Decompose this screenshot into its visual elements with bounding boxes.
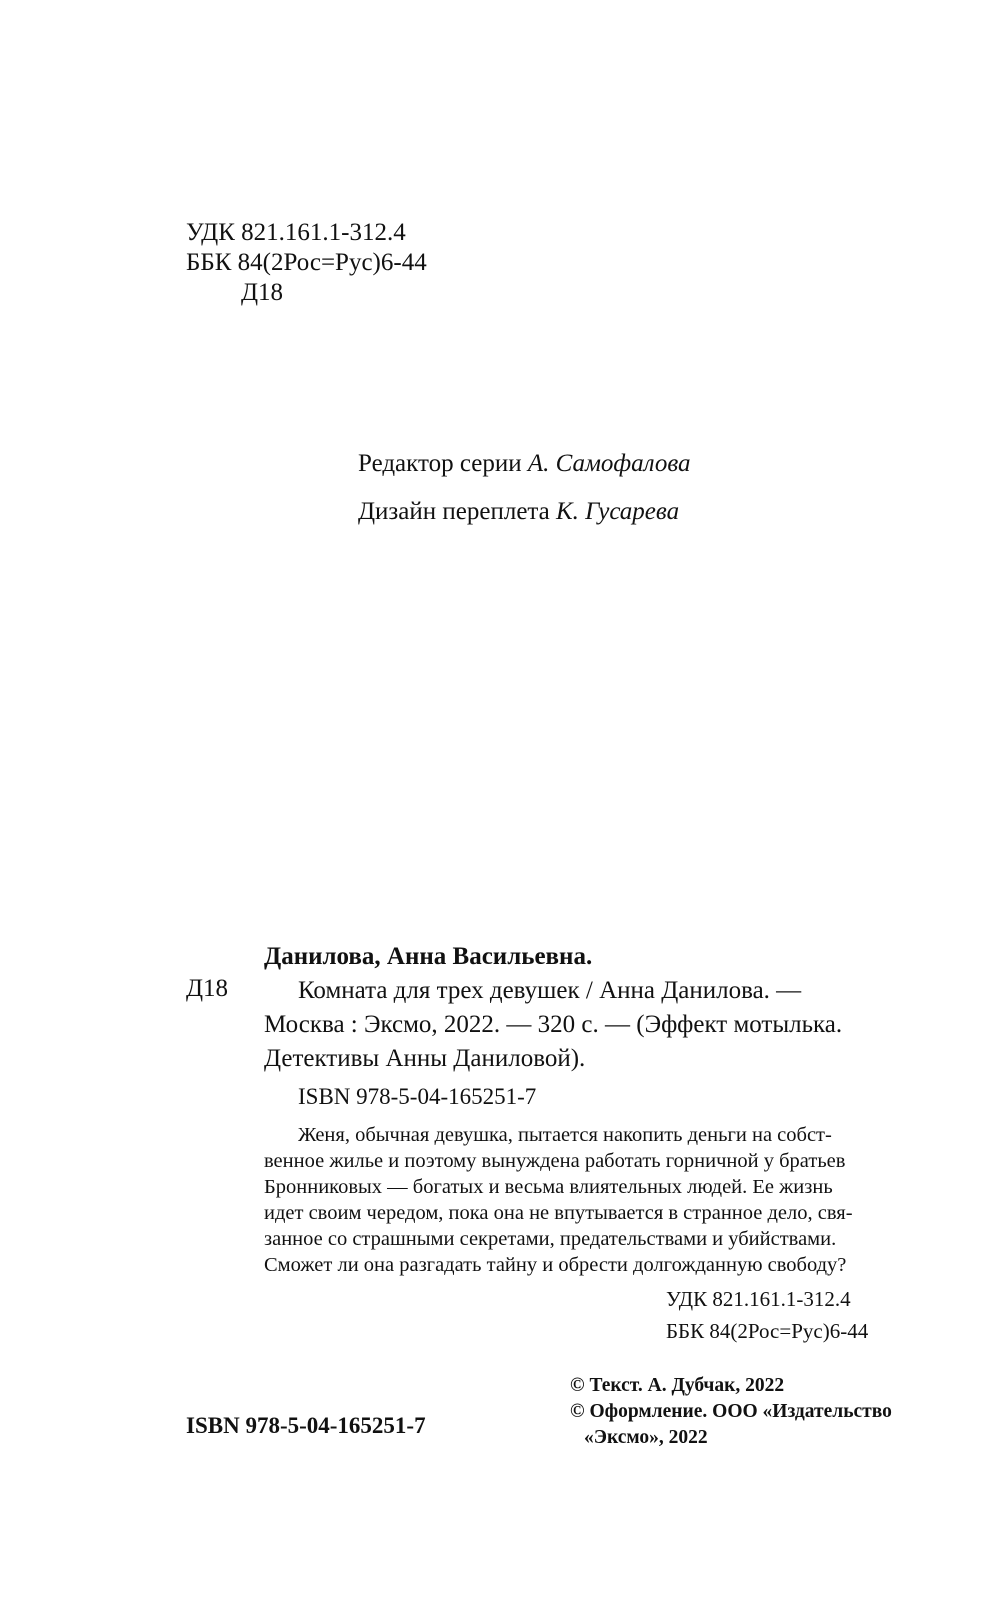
catalog-author: Данилова, Анна Васильевна. bbox=[264, 943, 593, 970]
annotation-line: занное со страшными секретами, предательствами и убийствами. bbox=[264, 1228, 837, 1250]
cover-design-name: К. Гусарева bbox=[556, 498, 680, 525]
bbk-code: ББК 84(2Рос=Рус)6-44 bbox=[186, 249, 427, 276]
annotation-line: Женя, обычная девушка, пытается накопить деньги на собст- bbox=[298, 1124, 832, 1146]
annotation-line: Сможет ли она разгадать тайну и обрести долгожданную свободу? bbox=[264, 1254, 847, 1276]
annotation-line: идет своим чередом, пока она не впутывается в странное дело, свя- bbox=[264, 1202, 853, 1224]
copyright-text: © Текст. А. Дубчак, 2022 bbox=[570, 1375, 785, 1396]
catalog-bbk: ББК 84(2Рос=Рус)6-44 bbox=[666, 1319, 869, 1343]
classification-block bbox=[186, 218, 427, 308]
copyright-block bbox=[570, 1373, 892, 1451]
copyright-design: © Оформление. ООО «Издательство bbox=[570, 1401, 892, 1422]
catalog-isbn: ISBN 978-5-04-165251-7 bbox=[298, 1084, 537, 1109]
cover-design-label: Дизайн переплета bbox=[358, 498, 550, 525]
annotation-line: венное жилье и поэтому вынуждена работать горничной у братьев bbox=[264, 1150, 846, 1172]
catalog-author-mark: Д18 bbox=[186, 975, 229, 1002]
annotation bbox=[264, 1122, 888, 1278]
bibliographic-description bbox=[264, 974, 904, 1076]
series-editor-name: А. Самофалова bbox=[527, 450, 691, 477]
annotation-line: Бронниковых — богатых и весьма влиятельных людей. Ее жизнь bbox=[264, 1176, 833, 1198]
footer-isbn: ISBN 978-5-04-165251-7 bbox=[186, 1413, 426, 1438]
description-line: Детективы Анны Даниловой). bbox=[264, 1045, 586, 1072]
catalog-udk: УДК 821.161.1-312.4 bbox=[666, 1287, 851, 1311]
series-editor-label: Редактор серии bbox=[358, 450, 522, 477]
cover-design-line bbox=[358, 488, 691, 536]
description-line: Комната для трех девушек / Анна Данилова. — bbox=[298, 977, 802, 1004]
author-mark: Д18 bbox=[241, 279, 284, 306]
description-line: Москва : Эксмо, 2022. — 320 с. — (Эффект мотылька. bbox=[264, 1011, 843, 1038]
catalog-classification bbox=[666, 1283, 868, 1347]
udk-code: УДК 821.161.1-312.4 bbox=[186, 219, 406, 246]
copyright-design-continued: «Эксмо», 2022 bbox=[584, 1427, 708, 1448]
series-editor-line bbox=[358, 440, 691, 488]
credits-block bbox=[358, 440, 691, 536]
